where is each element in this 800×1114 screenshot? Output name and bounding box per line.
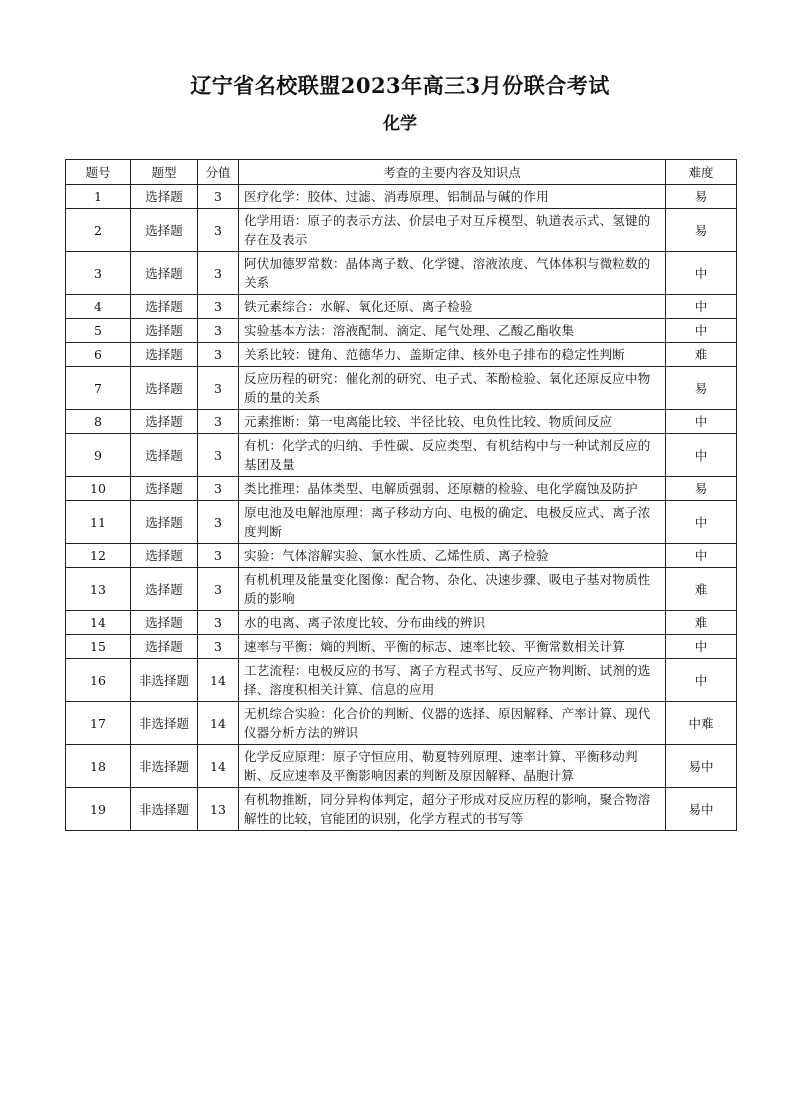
question-type: 选择题 (131, 568, 198, 611)
table-row (66, 343, 737, 367)
question-content: 实验基本方法：溶液配制、滴定、尾气处理、乙酸乙酯收集 (239, 319, 666, 343)
question-number: 16 (66, 659, 131, 702)
question-type: 选择题 (131, 343, 198, 367)
question-difficulty: 易中 (666, 745, 737, 788)
question-difficulty: 易 (666, 209, 737, 252)
question-content: 有机物推断，同分异构体判定，超分子形成对反应历程的影响，聚合物溶解性的比较，官能团的识别，化学方程式的书写等 (239, 788, 666, 831)
question-difficulty: 中 (666, 434, 737, 477)
question-number: 5 (66, 319, 131, 343)
table-row (66, 185, 737, 209)
question-number: 14 (66, 611, 131, 635)
question-difficulty: 易 (666, 185, 737, 209)
question-type: 非选择题 (131, 702, 198, 745)
question-content: 铁元素综合：水解、氧化还原、离子检验 (239, 295, 666, 319)
question-content: 工艺流程：电极反应的书写、离子方程式书写、反应产物判断、试剂的选择、溶度积相关计算、信息的应用 (239, 659, 666, 702)
question-number: 18 (66, 745, 131, 788)
question-difficulty: 中 (666, 501, 737, 544)
question-content: 医疗化学：胶体、过滤、消毒原理、铝制品与碱的作用 (239, 185, 666, 209)
question-content: 反应历程的研究：催化剂的研究、电子式、苯酚检验、氧化还原反应中物质的量的关系 (239, 367, 666, 410)
question-number: 6 (66, 343, 131, 367)
question-score: 3 (198, 501, 239, 544)
question-difficulty: 中 (666, 659, 737, 702)
question-content: 阿伏加德罗常数：晶体离子数、化学键、溶液浓度、气体体积与微粒数的关系 (239, 252, 666, 295)
question-type: 选择题 (131, 185, 198, 209)
question-type: 选择题 (131, 434, 198, 477)
question-difficulty: 中 (666, 544, 737, 568)
question-content: 类比推理：晶体类型、电解质强弱、还原糖的检验、电化学腐蚀及防护 (239, 477, 666, 501)
question-content: 有机：化学式的归纳、手性碳、反应类型、有机结构中与一种试剂反应的基团及量 (239, 434, 666, 477)
table-row (66, 477, 737, 501)
table-row (66, 252, 737, 295)
question-number: 7 (66, 367, 131, 410)
question-score: 3 (198, 295, 239, 319)
question-score: 3 (198, 367, 239, 410)
question-difficulty: 中难 (666, 702, 737, 745)
question-score: 3 (198, 319, 239, 343)
subject-heading: 化学 (383, 114, 417, 134)
question-content: 化学反应原理：原子守恒应用、勒夏特列原理、速率计算、平衡移动判断、反应速率及平衡影响因素的判断及原因解释、晶胞计算 (239, 745, 666, 788)
question-difficulty: 易 (666, 477, 737, 501)
question-type: 选择题 (131, 611, 198, 635)
table-row (66, 319, 737, 343)
table-row (66, 367, 737, 410)
table-row (66, 611, 737, 635)
question-difficulty: 易中 (666, 788, 737, 831)
question-number: 15 (66, 635, 131, 659)
question-type: 选择题 (131, 410, 198, 434)
exam-analysis-table (65, 159, 737, 831)
question-number: 3 (66, 252, 131, 295)
question-difficulty: 中 (666, 319, 737, 343)
question-type: 选择题 (131, 544, 198, 568)
question-score: 3 (198, 635, 239, 659)
question-number: 9 (66, 434, 131, 477)
question-score: 13 (198, 788, 239, 831)
question-content: 有机机理及能量变化图像：配合物、杂化、决速步骤、吸电子基对物质性质的影响 (239, 568, 666, 611)
table-row (66, 788, 737, 831)
question-score: 3 (198, 477, 239, 501)
question-score: 3 (198, 434, 239, 477)
table-row (66, 434, 737, 477)
question-score: 14 (198, 745, 239, 788)
question-difficulty: 中 (666, 252, 737, 295)
question-number: 12 (66, 544, 131, 568)
question-content: 原电池及电解池原理：离子移动方向、电极的确定、电极反应式、离子浓度判断 (239, 501, 666, 544)
question-score: 3 (198, 209, 239, 252)
question-type: 非选择题 (131, 745, 198, 788)
question-score: 14 (198, 702, 239, 745)
table-row (66, 295, 737, 319)
question-score: 3 (198, 568, 239, 611)
question-type: 选择题 (131, 319, 198, 343)
column-header-content: 考查的主要内容及知识点 (239, 160, 666, 185)
question-difficulty: 难 (666, 611, 737, 635)
question-difficulty: 中 (666, 295, 737, 319)
table-row (66, 544, 737, 568)
table-row (66, 659, 737, 702)
question-content: 速率与平衡：熵的判断、平衡的标志、速率比较、平衡常数相关计算 (239, 635, 666, 659)
question-difficulty: 易 (666, 367, 737, 410)
question-number: 17 (66, 702, 131, 745)
question-difficulty: 难 (666, 343, 737, 367)
question-score: 3 (198, 611, 239, 635)
question-type: 选择题 (131, 635, 198, 659)
question-content: 实验：气体溶解实验、氯水性质、乙烯性质、离子检验 (239, 544, 666, 568)
question-type: 选择题 (131, 209, 198, 252)
column-header-difficulty: 难度 (666, 160, 737, 185)
question-score: 3 (198, 185, 239, 209)
question-difficulty: 中 (666, 635, 737, 659)
question-number: 10 (66, 477, 131, 501)
question-score: 3 (198, 544, 239, 568)
question-score: 14 (198, 659, 239, 702)
table-header-row (66, 160, 737, 185)
question-score: 3 (198, 410, 239, 434)
column-header-number: 题号 (66, 160, 131, 185)
question-score: 3 (198, 252, 239, 295)
question-difficulty: 难 (666, 568, 737, 611)
column-header-type: 题型 (131, 160, 198, 185)
question-type: 选择题 (131, 477, 198, 501)
question-type: 选择题 (131, 295, 198, 319)
question-number: 1 (66, 185, 131, 209)
question-number: 8 (66, 410, 131, 434)
question-type: 选择题 (131, 252, 198, 295)
question-content: 关系比较：键角、范德华力、盖斯定律、核外电子排布的稳定性判断 (239, 343, 666, 367)
question-number: 2 (66, 209, 131, 252)
question-type: 非选择题 (131, 659, 198, 702)
column-header-score: 分值 (198, 160, 239, 185)
table-row (66, 209, 737, 252)
question-type: 非选择题 (131, 788, 198, 831)
question-number: 4 (66, 295, 131, 319)
question-content: 无机综合实验：化合价的判断、仪器的选择、原因解释、产率计算、现代仪器分析方法的辨识 (239, 702, 666, 745)
table-row (66, 635, 737, 659)
question-type: 选择题 (131, 367, 198, 410)
question-number: 19 (66, 788, 131, 831)
table-row (66, 702, 737, 745)
question-number: 13 (66, 568, 131, 611)
question-content: 化学用语：原子的表示方法、价层电子对互斥模型、轨道表示式、氢键的存在及表示 (239, 209, 666, 252)
question-number: 11 (66, 501, 131, 544)
table-row (66, 745, 737, 788)
question-content: 元素推断：第一电离能比较、半径比较、电负性比较、物质间反应 (239, 410, 666, 434)
question-difficulty: 中 (666, 410, 737, 434)
table-row (66, 501, 737, 544)
document-title: 辽宁省名校联盟2023年高三3月份联合考试 (190, 73, 610, 98)
table-row (66, 410, 737, 434)
table-row (66, 568, 737, 611)
question-content: 水的电离、离子浓度比较、分布曲线的辨识 (239, 611, 666, 635)
question-score: 3 (198, 343, 239, 367)
question-type: 选择题 (131, 501, 198, 544)
